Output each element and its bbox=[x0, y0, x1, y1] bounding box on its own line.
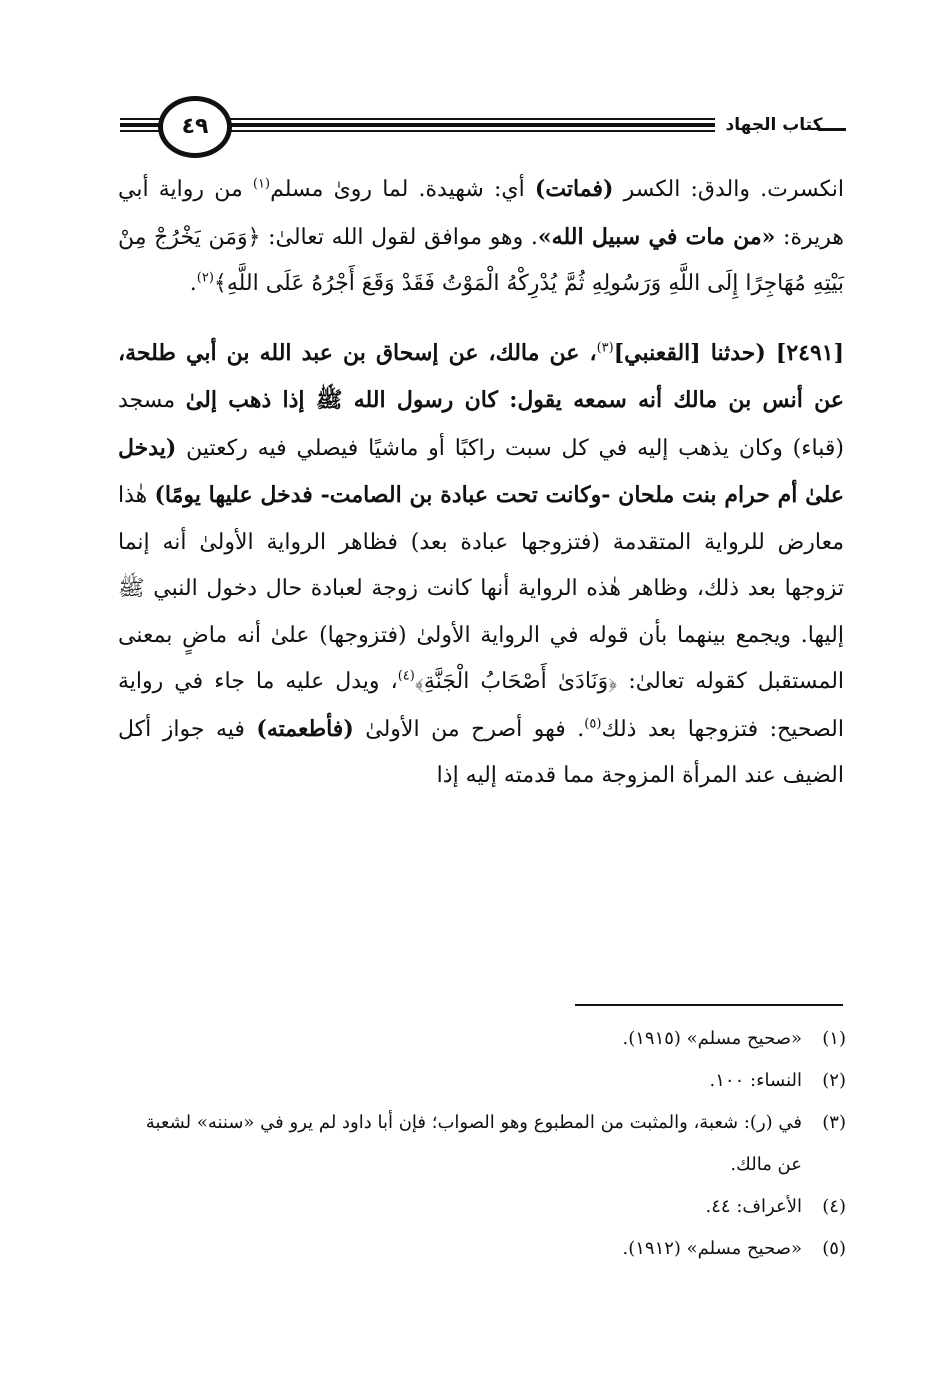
hadith-isnad: ، عن مالك، عن إسحاق بن عبد الله بن أبي طلحة، عن أنس بن مالك أنه سمعه يقول: كان رسول الله ﷺ إذا ذهب إلىٰ bbox=[118, 339, 845, 413]
footnote-text: الأعراف: ٤٤. bbox=[705, 1196, 802, 1217]
paragraph-commentary bbox=[118, 166, 844, 308]
paragraph-hadith-2491 bbox=[118, 330, 844, 800]
hadith-quote: «من مات في سبيل الله» bbox=[537, 223, 776, 250]
hadith-matn: (يدخل علىٰ أم حرام بنت ملحان -وكانت تحت عبادة بن الصامت- فدخل عليها يومًا) bbox=[118, 434, 844, 508]
text-run: انكسرت. والدق: الكسر bbox=[613, 177, 844, 202]
footnote-ref-3: (٣) bbox=[596, 340, 614, 356]
text-run: . bbox=[189, 271, 197, 296]
footnote-text: «صحيح مسلم» (١٩١٢). bbox=[622, 1238, 802, 1259]
bold-text-run: (فأطعمته) bbox=[256, 715, 354, 742]
text-run: من رواية أبي هريرة: bbox=[118, 177, 844, 250]
footnote-ref-4: (٤) bbox=[397, 668, 415, 684]
text-run: فيه جواز أكل الضيف عند المرأة المزوجة مما قدمته إليه إذا bbox=[118, 716, 844, 788]
footnote-number: (٤) bbox=[822, 1196, 846, 1217]
footnote-item bbox=[118, 1102, 846, 1186]
footnote-text: «صحيح مسلم» (١٩١٥). bbox=[622, 1028, 802, 1049]
text-run: هٰذا معارض للرواية المتقدمة (فتزوجها عبادة بعد) فظاهر الرواية الأولىٰ أنه إنما تزوجها بعد ذلك، وظاهر هٰذه الرواية أنها كانت زوجة لعبادة حال دخول النبي ﷺ إليها. ويجمع بينهما بأن قوله في الرواية الأولىٰ (فتزوجها) علىٰ أنه ماضٍ بمعنى المستقبل كقوله تعالىٰ: ﴿وَنَادَىٰ أَصْحَابُ الْجَنَّةِ﴾ bbox=[118, 483, 845, 694]
bold-text-run: (فماتت) bbox=[534, 176, 614, 202]
footnote-divider bbox=[575, 1004, 843, 1006]
footnote-ref-1: (١) bbox=[252, 176, 271, 192]
footnote-number: (١) bbox=[822, 1028, 846, 1049]
main-text bbox=[118, 166, 844, 800]
footnote-item bbox=[118, 1018, 846, 1060]
footnote-item bbox=[118, 1060, 846, 1102]
footnote-item bbox=[118, 1186, 846, 1228]
header-rule-right bbox=[228, 118, 715, 132]
text-run: أي: شهيدة. لما روىٰ مسلم bbox=[270, 177, 535, 202]
page-number: ٤٩ bbox=[181, 114, 209, 139]
running-title: كتاب الجهاد bbox=[725, 115, 823, 135]
footnote-number: (٢) bbox=[822, 1070, 846, 1091]
footnote-text: النساء: ١٠٠. bbox=[709, 1070, 802, 1091]
text-run: مسجد (قباء) وكان يذهب إليه في كل سبت راكبًا أو ماشيًا فيصلي فيه ركعتين bbox=[118, 388, 844, 461]
footnote-number: (٥) bbox=[822, 1238, 846, 1259]
text-run: . فهو أصرح من الأولىٰ bbox=[353, 716, 585, 742]
footnote-ref-5: (٥) bbox=[584, 716, 602, 732]
hadith-number: [٢٤٩١] (حدثنا [القعنبي] bbox=[613, 339, 844, 366]
footnote-item bbox=[118, 1228, 846, 1270]
text-run: ، ويدل عليه ما جاء في رواية الصحيح: فتزوجها بعد ذلك bbox=[118, 669, 844, 742]
footnote-number: (٣) bbox=[822, 1112, 846, 1133]
footnote-ref-2: (٢) bbox=[196, 270, 214, 286]
footnote-text: في (ر): شعبة، والمثبت من المطبوع وهو الصواب؛ فإن أبا داود لم يرو في «سننه» لشعبة عن مالك. bbox=[145, 1112, 802, 1175]
footnotes bbox=[118, 1018, 846, 1270]
quran-verse: . وهو موافق لقول الله تعالىٰ: ﴿وَمَن يَخْرُجْ مِنْ بَيْتِهِ مُهَاجِرًا إِلَى اللَّهِ وَرَسُولِهِ ثُمَّ يُدْرِكْهُ الْمَوْتُ فَقَدْ وَقَعَ أَجْرُهُ عَلَى اللَّهِ﴾ bbox=[118, 224, 844, 296]
